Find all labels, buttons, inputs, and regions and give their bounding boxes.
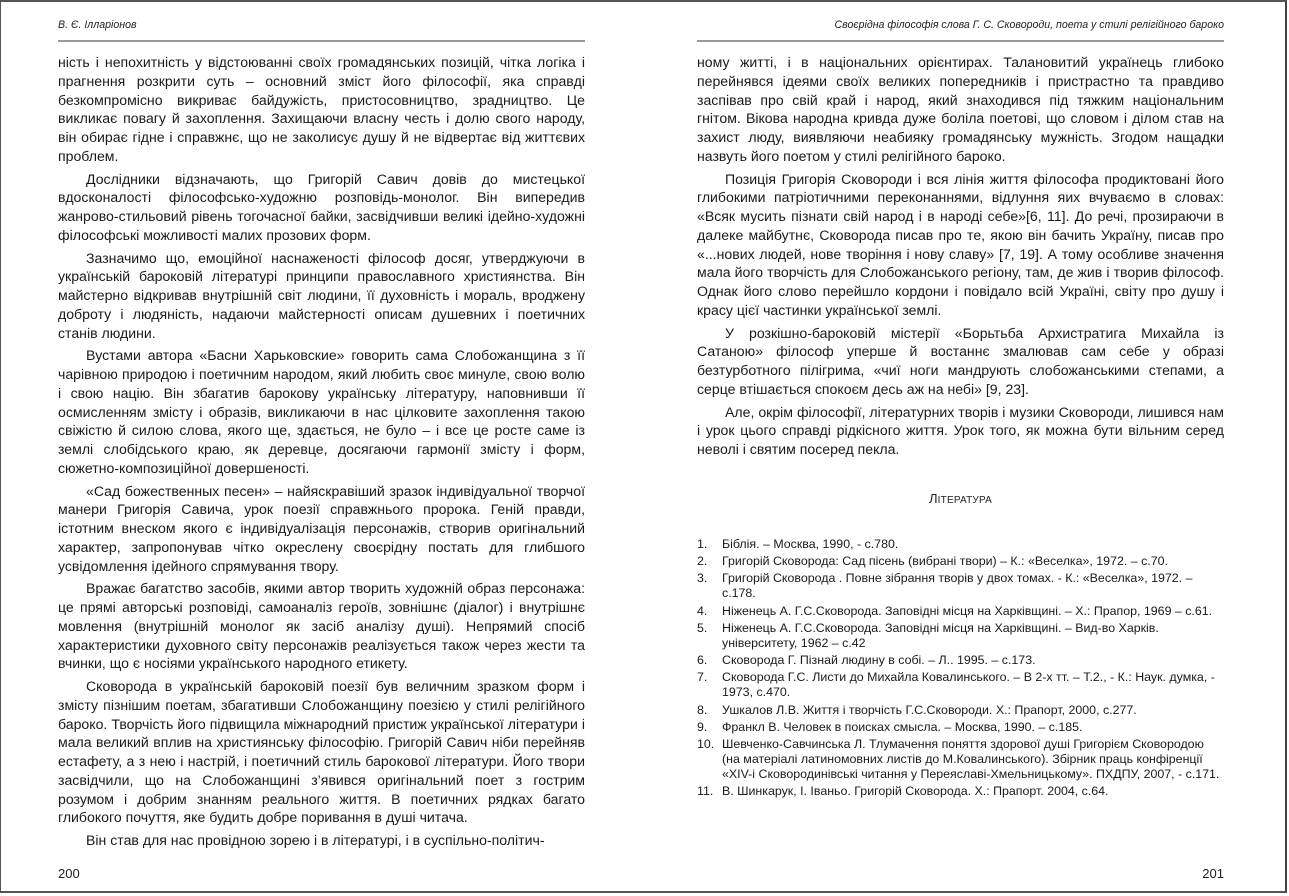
- reference-item: [697, 703, 1224, 718]
- reference-text: Шевченко-Савчинська Л. Тлумачення поняття здорової душі Григорієм Сковородою (на матеріалі латиномовних листів до М.Ковалинського). Збірник праць конфіренції «XIV-і Сковородинівські читання у Переяславі-Хмельницькому». ПХДПУ, 2007, - с.171.: [722, 736, 1220, 782]
- reference-item: [697, 554, 1224, 569]
- reference-text: Ніженець А. Г.С.Сковорода. Заповідні місця на Харківщині. – Х.: Прапор, 1969 – с.61.: [722, 603, 1213, 618]
- reference-item: [697, 537, 1224, 552]
- running-head-title: Своєрідна філософія слова Г. С. Сковороди, поета у стилі релігійного бароко: [834, 19, 1224, 31]
- reference-number: 11.: [697, 784, 714, 799]
- reference-number: 2.: [697, 554, 708, 569]
- reference-number: 3.: [697, 571, 708, 586]
- body-text: [58, 53, 585, 854]
- left-page: [58, 0, 585, 896]
- reference-number: 4.: [697, 603, 708, 618]
- paragraph: Дослідники відзначають, що Григорій Савич довів до мистецької вдосконалості філософсько-художню розповідь-монолог. Він випередив жанрово-стильовий рівень тогочасної байки, засвідчивши великі ідейно-художні філософські можливості малих прозових форм.: [58, 170, 585, 243]
- reference-item: [697, 571, 1224, 602]
- paragraph: Вражає багатство засобів, якими автор творить художній образ персонажа: це прямі авторські розповіді, самоаналіз героїв, зовнішнє (діалог) і внутрішнє мовлення (внутрішній монолог як засіб аналізу душі). Непрямий спосіб характеристики духовного світу персонажів реалізується також через жести та вчинки, що є носіями українського народного етикету.: [58, 580, 585, 672]
- references-heading-initial: Л: [928, 491, 938, 506]
- paragraph: Вустами автора «Басни Харьковские» говорить сама Слобожанщина з її чарівною природою і поетичним народом, який любить своє минуле, свою волю і свою націю. Він збагатив барокову українську літературу, наповнивши її осмисленням змісту і образів, викликаючи в нас цілковите захоплення такою свіжістю й силою слова, якого ще, здається, не було – і все це росте саме із землі слобідського краю, як деревце, досягаючи гармонії змісту і форм, сюжетно-композиційної довершеності.: [58, 347, 585, 476]
- right-page: [697, 0, 1224, 896]
- reference-text: Ніженець А. Г.С.Сковорода. Заповідні місця на Харківщині. – Вид-во Харків. університету, 1962 – с.42: [722, 620, 1159, 650]
- header-rule: [697, 40, 1224, 42]
- paragraph: Зазначимо що, емоційної наснаженості філософ досяг, утверджуючи в українській бароковій літературі принципи православного християнства. Він майстерно відкривав внутрішній світ людини, її духовність і мораль, вроджену доброту і людяність, надаючи майстерності описам душевних і поетичних станів людини.: [58, 249, 585, 341]
- page-number: 200: [58, 866, 80, 881]
- reference-item: [697, 784, 1224, 799]
- reference-number: 9.: [697, 719, 708, 734]
- running-head-author: В. Є. Ілларіонов: [58, 19, 137, 31]
- reference-item: [697, 737, 1224, 783]
- reference-item: [697, 670, 1224, 701]
- reference-number: 10.: [697, 736, 715, 751]
- reference-number: 6.: [697, 653, 708, 668]
- paragraph: Сковорода в українській бароковій поезії був величним зразком форм і змісту пізнішим поетам, збагативши Слобожанщину поезією у стилі релігійного бароко. Творчість його підвищила міжнародний пристиж української літератури і мала великий вплив на християнську філософію. Григорій Савич ніби перейняв естафету, а з нею і настрій, і поетичний стиль барокової літератури. Його твори засвідчили, що на Слобожанщині з’явився оригінальний поет з гострим розумом і добрим знанням реального життя. В поетичних рядках багато глибокого почуття, яке будить добре поривання в душі читача.: [58, 678, 585, 826]
- reference-number: 8.: [697, 702, 708, 717]
- reference-item: [697, 720, 1224, 735]
- paragraph: «Сад божественных песен» – найяскравіший зразок індивідуальної творчої манери Григорія Савича, урок поезії справжнього пророка. Геній правди, істотним внеском якого є індивідуалізація персонажів, створив оригінальний характер, запропонував чітко окреслену своєрідну постать для глибшого усвідомлення ідейного спрямування твору.: [58, 482, 585, 574]
- reference-item: [697, 604, 1224, 619]
- references-heading-rest: ІТЕРАТУРА: [937, 495, 993, 506]
- paragraph: Але, окрім філософії, літературних творів і музики Сковороди, лишився нам і урок цього справді рідкісного життя. Урок того, як можна бути вільним серед неволі і святим посеред пекла.: [697, 403, 1224, 457]
- reference-text: Ушкалов Л.В. Життя і творчість Г.С.Сковороди. Х.: Прапорт, 2000, с.277.: [722, 702, 1137, 717]
- reference-text: Григорій Сковорода: Сад пісень (вибрані твори) – К.: «Веселка», 1972. – с.70.: [722, 554, 1168, 569]
- page-number: 201: [1202, 866, 1224, 881]
- reference-text: Франкл В. Человек в поисках смысла. – Москва, 1990. – с.185.: [722, 719, 1083, 734]
- paragraph: ність і непохитність у відстоюванні своїх громадянських позицій, чітка логіка і прагнення розкрити суть – основний зміст його філософії, яка справді безкомпромісно викриває байдужість, пристосовництво, зрадництво. Це викликає повагу й захоплення. Захищаючи власну честь і долю свого народу, він обирає гідне і справжнє, що не заколисує душу й не відвертає від життєвих проблем.: [58, 54, 585, 164]
- references-heading: [697, 491, 1224, 506]
- reference-item: [697, 653, 1224, 668]
- reference-text: Біблія. – Москва, 1990, - с.780.: [722, 537, 899, 551]
- reference-text: Григорій Сковорода . Повне зібрання творів у двох томах. - К.: «Веселка», 1972. – с.178.: [722, 571, 1193, 601]
- header-rule: [58, 40, 585, 42]
- body-text: [697, 53, 1224, 463]
- paragraph: У розкішно-бароковій містерії «Борьтьба Архистратига Михайла із Сатаною» філософ уперше й востаннє змалював сам себе у образі безтурботного пілігрима, «чиї ноги мандрують слобожанськими степами, а серце втішається спокоєм десь аж на небі» [9, 23].: [697, 324, 1224, 397]
- reference-text: В. Шинкарук, І. Іваньо. Григорій Сковорода. Х.: Прапорт. 2004, с.64.: [722, 784, 1109, 799]
- paragraph: Він став для нас провідною зорею і в літературі, і в суспільно-політич-: [86, 832, 545, 848]
- reference-number: 7.: [697, 670, 708, 685]
- references-list: [697, 537, 1224, 802]
- paragraph: Позиція Григорія Сковороди і вся лінія життя філософа продиктовані його глибокими патріотичними переконаннями, відлуння яих вчуваємо в словах: «Всяк мусить пізнати свій народ і в народі себе»[6, 11]. До речі, прозираючи в далеке майбутнє, Сковорода писав про те, якою він бачить Україну, писав про «...нових людей, нове творіння і нову славу» [7, 19]. А тому особливе значення мала його творчість для Слобожанського регіону, там, де жив і творив філософ. Однак його слово перейшло кордони і повідало всій Україні, світу про душу і красу цієї частинки української землі.: [697, 170, 1224, 318]
- reference-number: 5.: [697, 620, 708, 635]
- reference-number: 1.: [697, 537, 708, 551]
- reference-item: [697, 621, 1224, 652]
- reference-text: Сковорода Г. Пізнай людину в собі. – Л.. 1995. – с.173.: [722, 653, 1036, 668]
- reference-text: Сковорода Г.С. Листи до Михайла Ковалинського. – В 2-х тт. – Т.2., - К.: Наук. думка, - 1973, с.470.: [722, 670, 1215, 700]
- paragraph: ному житті, і в національних орієнтирах. Талановитий українець глибоко перейнявся ідеями своїх великих попередників і пристрастно та правдиво заспівав про свій край і народ, який знаходився під тяжким національним гнітом. Вікова народна кривда дуже боліла поетові, що словом і ділом став на захист люду, виявляючи неабияку громадянську мужність. Згодом нащадки назвуть його поетом у стилі релігійного бароко.: [697, 54, 1224, 164]
